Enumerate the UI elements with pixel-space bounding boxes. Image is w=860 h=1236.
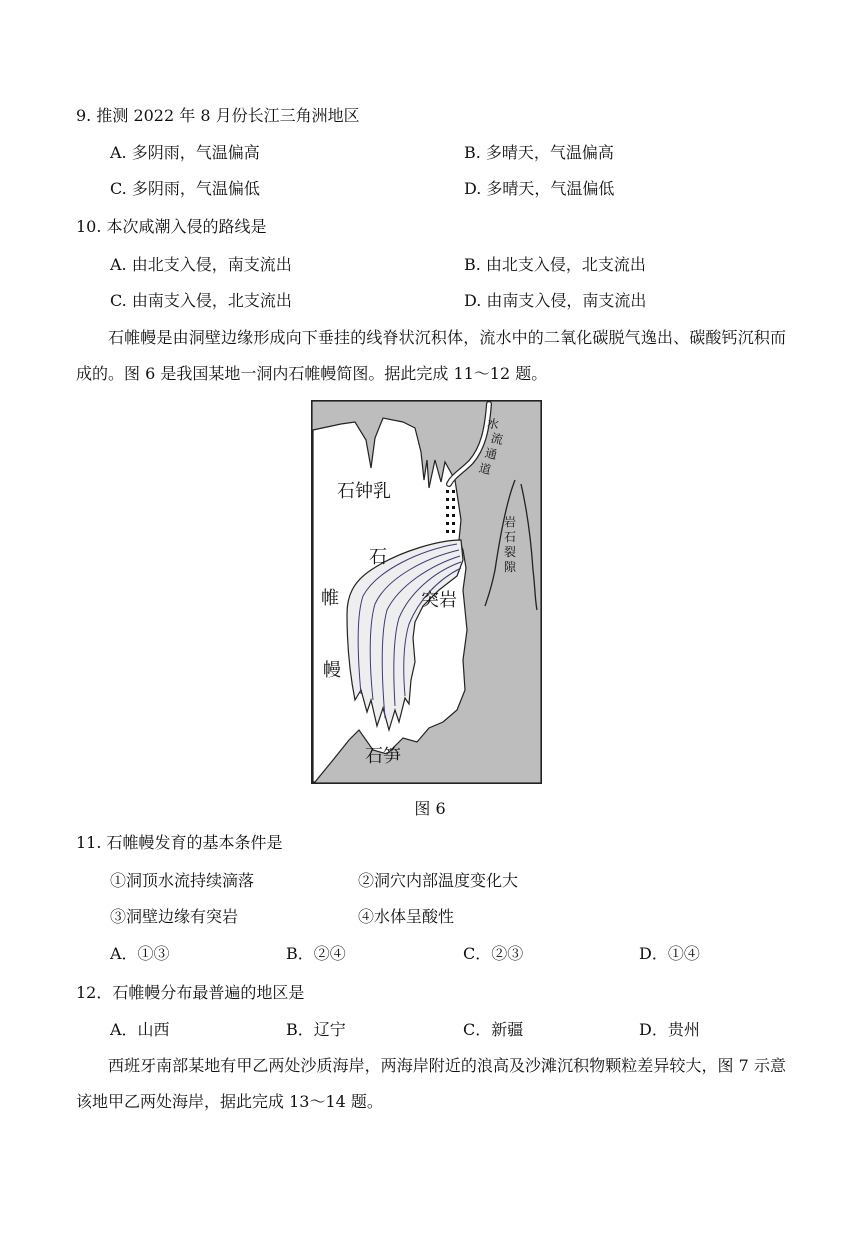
q10-option-a: A. 由北支入侵，南支流出 bbox=[110, 255, 292, 274]
label-channel-char-1: 水 bbox=[485, 415, 501, 433]
q11-item-1: ①洞顶水流持续滴落 bbox=[110, 871, 255, 890]
q12-option-a: A．山西 bbox=[110, 1020, 170, 1039]
label-curtain-3: 幔 bbox=[323, 660, 341, 681]
figure-6-cave-diagram bbox=[311, 400, 542, 784]
label-channel-char-2: 流 bbox=[489, 430, 505, 448]
label-fissure-char-4: 隙 bbox=[504, 560, 517, 574]
q9-option-a: A. 多阴雨，气温偏高 bbox=[110, 143, 260, 162]
label-stalactite: 石钟乳 bbox=[337, 481, 391, 502]
q9-option-b: B. 多晴天，气温偏高 bbox=[464, 143, 614, 162]
label-fissure-char-1: 岩 bbox=[504, 515, 517, 529]
q11-option-a: A．①③ bbox=[110, 944, 170, 963]
label-channel-char-3: 通 bbox=[483, 445, 499, 463]
q9-option-c: C. 多阴雨，气温偏低 bbox=[110, 179, 260, 198]
figure-6-caption: 图 6 bbox=[414, 799, 446, 818]
q9-option-d: D. 多晴天，气温偏低 bbox=[464, 179, 615, 198]
intro-paragraph-1: 石帷幔是由洞壁边缘形成向下垂挂的线脊状沉积体，流水中的二氧化碳脱气逸出、碳酸钙沉积而成的。图 6 是我国某地一洞内石帷幔简图。据此完成 11～12 题。 bbox=[76, 328, 786, 383]
q10-option-c: C. 由南支入侵，北支流出 bbox=[110, 291, 292, 310]
label-ledge: 突岩 bbox=[421, 590, 457, 611]
q12-stem: 12．石帷幔分布最普遍的地区是 bbox=[76, 983, 305, 1002]
q12-option-b: B．辽宁 bbox=[286, 1020, 346, 1039]
label-fissure-char-2: 石 bbox=[504, 530, 517, 544]
q10-option-d: D. 由南支入侵，南支流出 bbox=[464, 291, 647, 310]
q11-option-d: D．①④ bbox=[639, 944, 700, 963]
q9-stem: 9. 推测 2022 年 8 月份长江三角洲地区 bbox=[76, 106, 360, 125]
q11-item-2: ②洞穴内部温度变化大 bbox=[358, 871, 519, 890]
label-stalagmite: 石笋 bbox=[365, 746, 401, 767]
intro-paragraph-2: 西班牙南部某地有甲乙两处沙质海岸，两海岸附近的浪高及沙滩沉积物颗粒差异较大，图 7 示意该地甲乙两处海岸，据此完成 13～14 题。 bbox=[76, 1056, 786, 1111]
q11-option-c: C．②③ bbox=[463, 944, 524, 963]
q12-option-d: D．贵州 bbox=[639, 1020, 700, 1039]
label-fissure-char-3: 裂 bbox=[504, 545, 517, 559]
q10-stem: 10. 本次咸潮入侵的路线是 bbox=[76, 217, 267, 236]
q11-item-3: ③洞壁边缘有突岩 bbox=[110, 907, 239, 926]
q11-item-4: ④水体呈酸性 bbox=[358, 907, 455, 926]
label-channel-char-4: 道 bbox=[477, 460, 493, 478]
q10-option-b: B. 由北支入侵，北支流出 bbox=[464, 255, 646, 274]
q11-stem: 11. 石帷幔发育的基本条件是 bbox=[76, 833, 283, 852]
label-curtain-1: 石 bbox=[369, 547, 387, 568]
q12-option-c: C．新疆 bbox=[463, 1020, 524, 1039]
q11-option-b: B．②④ bbox=[286, 944, 346, 963]
label-curtain-2: 帷 bbox=[321, 588, 339, 609]
